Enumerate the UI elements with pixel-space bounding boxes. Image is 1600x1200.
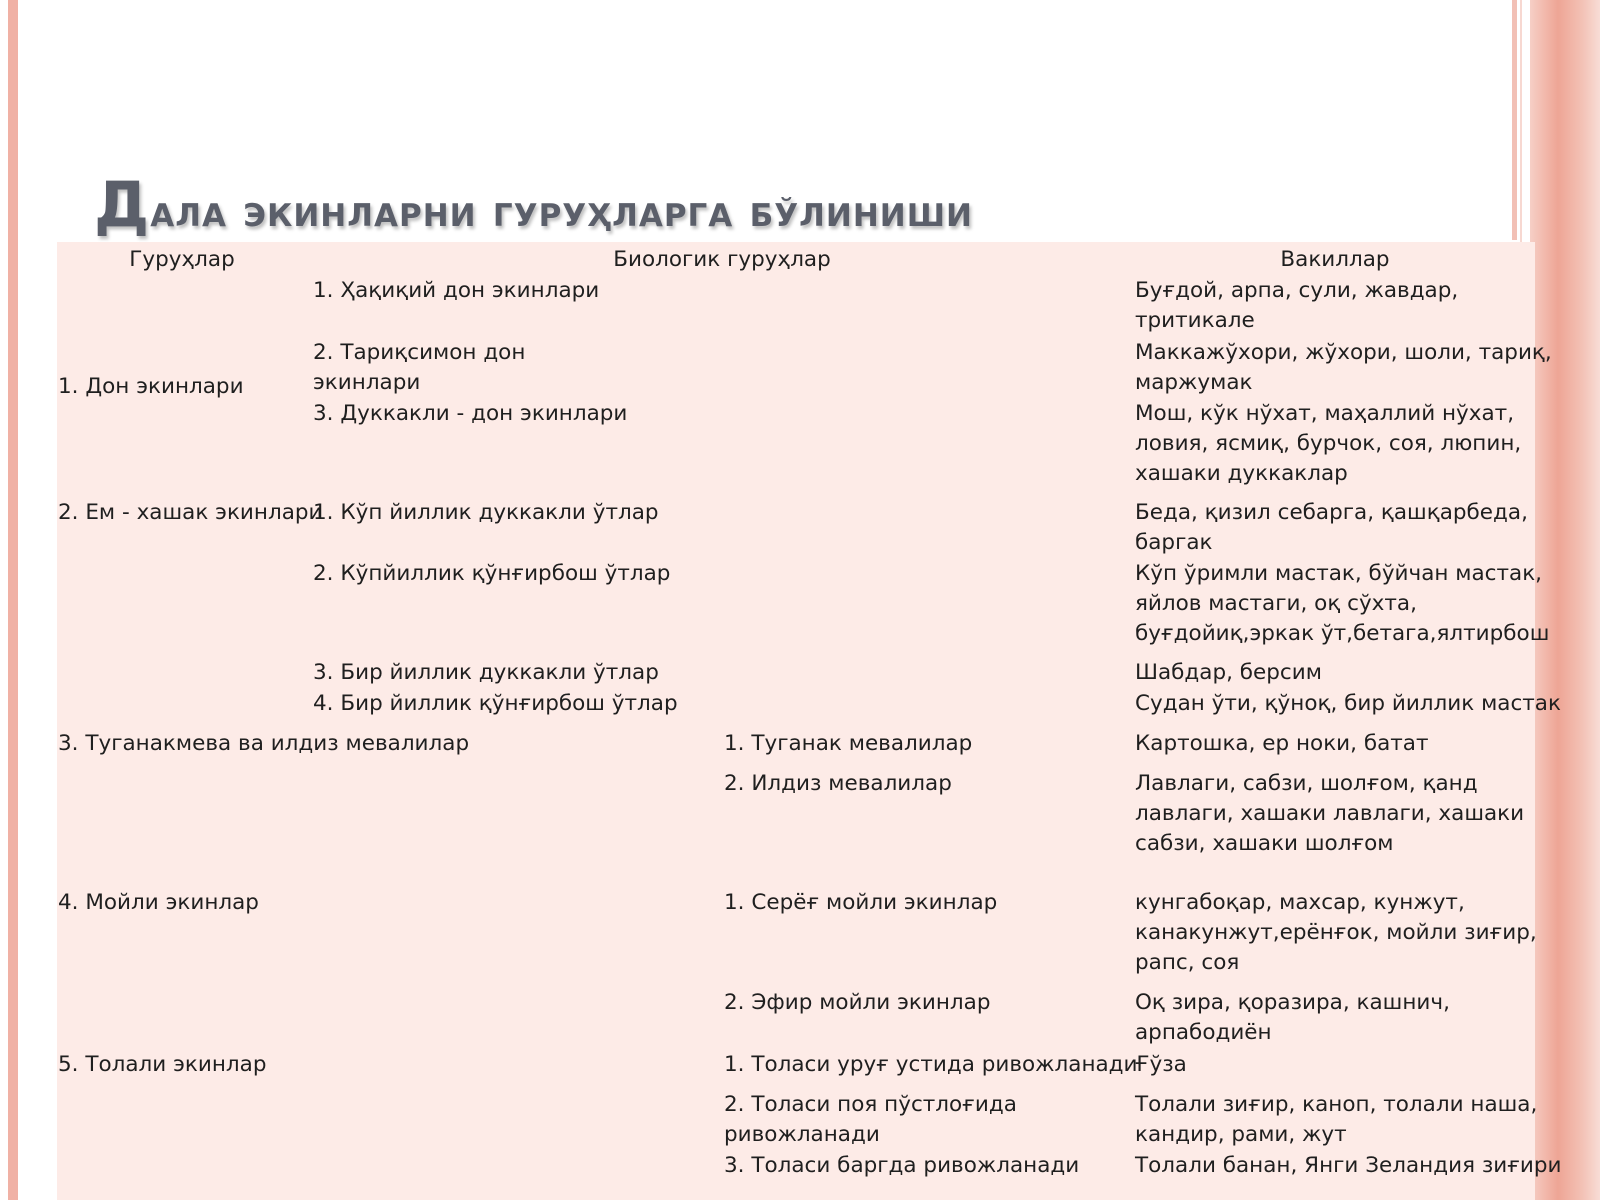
group-3-bio-1: 1. Туганак мевалилар [724, 731, 973, 756]
title-rest: ала экинларни гуруҳларга бўлиниши [150, 186, 973, 237]
group-3-bio-2: 2. Илдиз мевалилар [724, 771, 952, 796]
group-3-rep-2-line-3: сабзи, хашаки шолғом [1135, 831, 1394, 856]
group-1-bio-2-line-2: экинлари [313, 370, 421, 395]
group-5-bio-3: 3. Толаси баргда ривожланади [724, 1153, 1080, 1178]
header-groups: Гуруҳлар [129, 247, 235, 272]
group-2-rep-2-line-2: яйлов мастаги, оқ сўхта, [1135, 591, 1417, 616]
group-3-rep-2-line-2: лавлаги, хашаки лавлаги, хашаки [1135, 801, 1525, 826]
group-5-label: 5. Толали экинлар [58, 1052, 267, 1077]
group-3-rep-2-line-1: Лавлаги, сабзи, шолғом, қанд [1135, 771, 1478, 796]
group-4-rep-2-line-1: Оқ зира, қоразира, кашнич, [1135, 990, 1450, 1015]
right-accent-line [1512, 0, 1517, 240]
group-1-bio-3: 3. Дуккакли - дон экинлари [313, 401, 628, 426]
group-1-bio-2-line-1: 2. Тариқсимон дон [313, 340, 526, 365]
group-4-bio-1: 1. Серёғ мойли экинлар [724, 890, 998, 915]
group-2-rep-2-line-1: Кўп ўримли мастак, бўйчан мастак, [1135, 561, 1543, 586]
group-4-rep-1-line-3: рапс, соя [1135, 950, 1240, 975]
group-5-rep-1: Ғўза [1135, 1052, 1187, 1077]
group-2-rep-3: Шабдар, берсим [1135, 660, 1322, 685]
right-decorative-band [1530, 0, 1600, 1200]
group-1-label: 1. Дон экинлари [58, 374, 244, 399]
header-representatives: Вакиллар [1280, 247, 1390, 272]
group-2-rep-2-line-3: буғдойиқ,эркак ўт,бетага,ялтирбош [1135, 621, 1550, 646]
group-5-rep-3: Толали банан, Янги Зеландия зиғири [1135, 1153, 1562, 1178]
group-1-rep-1-line-1: Буғдой, арпа, сули, жавдар, [1135, 278, 1459, 303]
group-2-bio-3: 3. Бир йиллик дуккакли ўтлар [313, 660, 659, 685]
group-2-label: 2. Ем - хашак экинлари [58, 500, 323, 525]
group-3-label: 3. Туганакмева ва илдиз мевалилар [58, 731, 470, 756]
group-1-rep-3-line-1: Мош, кўк нўхат, маҳаллий нўхат, [1135, 401, 1515, 426]
group-5-rep-2-line-1: Толали зиғир, каноп, толали наша, [1135, 1092, 1538, 1117]
group-4-bio-2: 2. Эфир мойли экинлар [724, 990, 991, 1015]
group-1-rep-3-line-2: ловия, ясмиқ, бурчок, соя, люпин, [1135, 431, 1522, 456]
group-1-rep-2-line-1: Маккажўхори, жўхори, шоли, тариқ, [1135, 340, 1552, 365]
group-2-rep-1-line-1: Беда, қизил себарга, қашқарбеда, [1135, 500, 1528, 525]
group-5-rep-2-line-2: кандир, рами, жут [1135, 1122, 1347, 1147]
slide-title [94, 168, 973, 241]
group-1-rep-3-line-3: хашаки дуккаклар [1135, 461, 1348, 486]
group-4-rep-1-line-2: канакунжут,ерёнғок, мойли зиғир, [1135, 920, 1537, 945]
group-1-rep-1-line-2: тритикале [1135, 308, 1255, 333]
left-accent-stripe [8, 0, 18, 1200]
group-2-rep-4: Судан ўти, қўноқ, бир йиллик мастак [1135, 691, 1561, 716]
group-2-rep-1-line-2: баргак [1135, 530, 1213, 555]
group-4-rep-1-line-1: кунгабоқар, махсар, кунжут, [1135, 890, 1465, 915]
group-2-bio-4: 4. Бир йиллик қўнғирбош ўтлар [313, 691, 678, 716]
group-5-bio-2-line-1: 2. Толаси поя пўстлоғида [724, 1092, 1017, 1117]
group-4-label: 4. Мойли экинлар [58, 890, 259, 915]
group-1-rep-2-line-2: маржумак [1135, 370, 1253, 395]
group-3-rep-1: Картошка, ер ноки, батат [1135, 731, 1429, 756]
group-5-bio-2-line-2: ривожланади [724, 1122, 880, 1147]
title-initial: Д [94, 168, 151, 241]
group-5-bio-1: 1. Толаси уруғ устида ривожланади [724, 1052, 1138, 1077]
group-4-rep-2-line-2: арпабодиён [1135, 1020, 1272, 1045]
header-bio-groups: Биологик гуруҳлар [613, 247, 831, 272]
group-1-bio-1: 1. Ҳақиқий дон экинлари [313, 278, 600, 303]
group-2-bio-2: 2. Кўпйиллик қўнғирбош ўтлар [313, 561, 671, 586]
group-2-bio-1: 1. Кўп йиллик дуккакли ўтлар [313, 500, 659, 525]
